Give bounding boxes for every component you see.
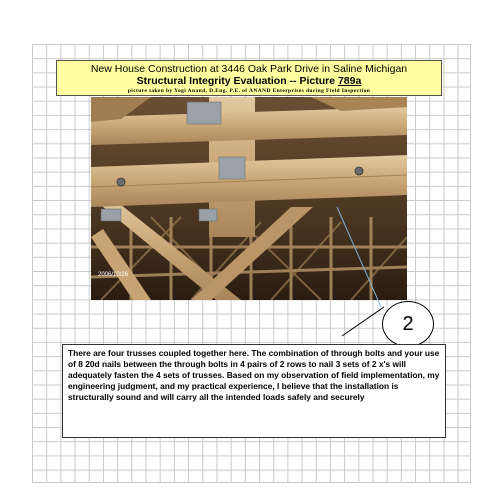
photo-date-stamp: 2006/10/26 [98,272,129,278]
header-subtitle [57,75,441,87]
truss-photo [91,97,407,300]
header-banner [56,60,442,96]
header-credit: picture taken by Yogi Anand, D.Eng. P.E. of ANAND Enterprises during Field Inspection [127,88,371,94]
truss-photo-drawing [91,97,407,300]
evaluation-text: There are four trusses coupled together here. The combination of through bolts and your use of 8 20d nails between the through bolts in 4 pairs of 2 rows to nail 3 sets of 2 x's will adequately fasten the 4 sets of trusses. Based on my observation of field implementation, my engineering judgment, and my practical experience, I believe that the installation is structurally sound and will carry all the intended loads safely and securely [68,348,440,402]
evaluation-text-box [62,344,446,438]
header-subtitle-text: Structural Integrity Evaluation -- Picture [136,75,338,87]
callout-number: 2 [402,313,414,335]
header-title: New House Construction at 3446 Oak Park Drive in Saline Michigan [90,63,408,75]
picture-number-link[interactable]: 789a [337,75,362,87]
callout-circle [382,301,434,347]
